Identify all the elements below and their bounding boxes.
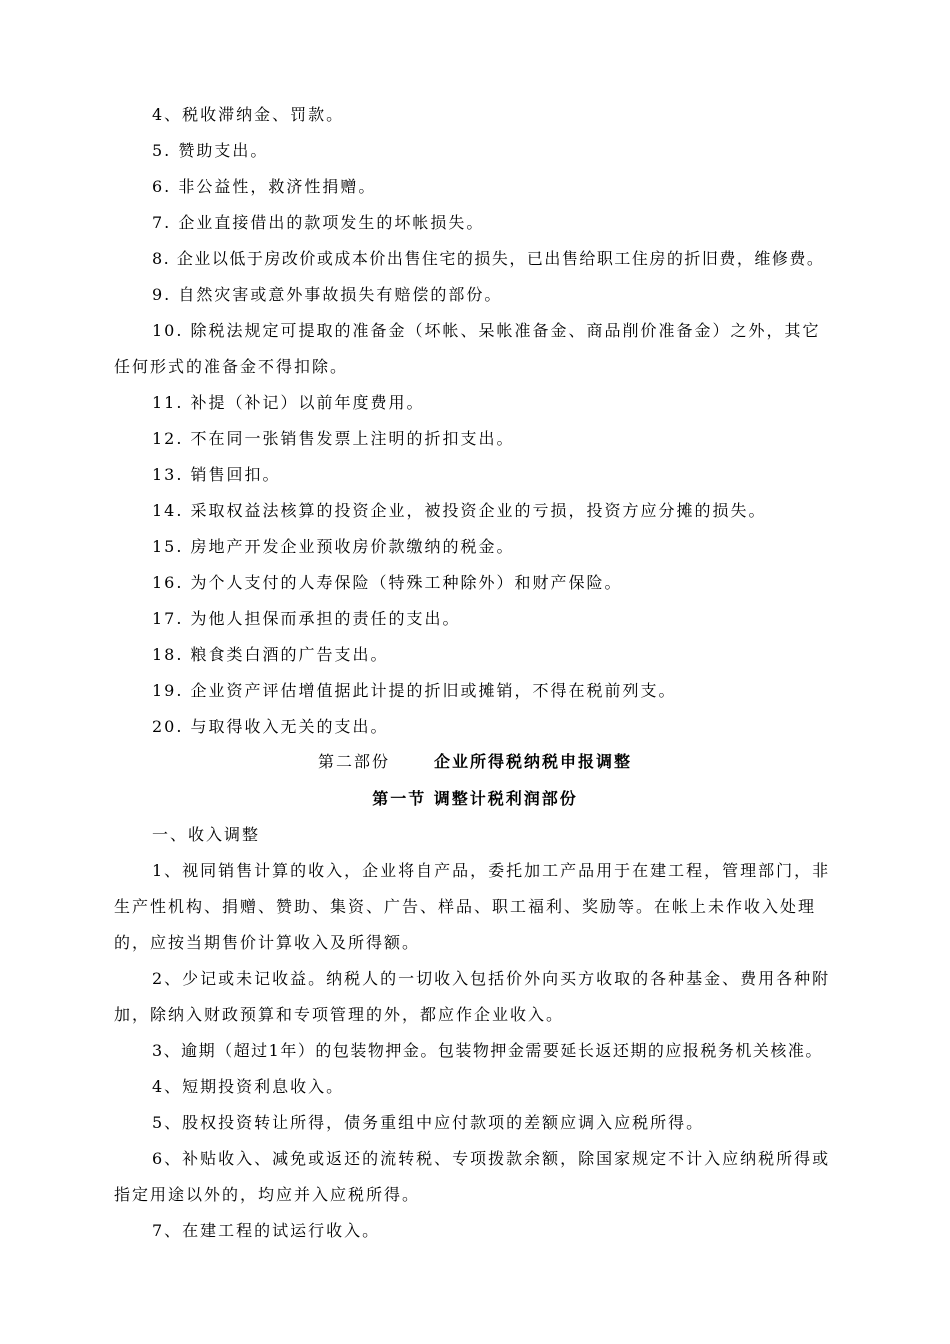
list-item: 15. 房地产开发企业预收房价款缴纳的税金。 xyxy=(152,537,515,556)
income-item: 2、少记或未记收益。纳税人的一切收入包括价外向买方收取的各种基金、费用各种附 xyxy=(152,969,831,988)
income-item-continuation: 生产性机构、捐赠、赞助、集资、广告、样品、职工福利、奖励等。在帐上未作收入处理 xyxy=(114,897,817,916)
list-item: 18. 粮食类白酒的广告支出。 xyxy=(152,645,389,664)
list-item: 7. 企业直接借出的款项发生的坏帐损失。 xyxy=(152,213,485,232)
income-item-continuation: 指定用途以外的，均应并入应税所得。 xyxy=(114,1185,421,1204)
list-item: 14. 采取权益法核算的投资企业，被投资企业的亏损，投资方应分摊的损失。 xyxy=(152,501,767,520)
list-item: 20. 与取得收入无关的支出。 xyxy=(152,717,389,736)
list-item: 6. 非公益性，救济性捐赠。 xyxy=(152,177,377,196)
part-label: 第二部份 xyxy=(317,752,390,771)
list-item: 4、税收滞纳金、罚款。 xyxy=(152,105,345,124)
income-item-continuation: 的，应按当期售价计算收入及所得额。 xyxy=(114,933,421,952)
list-item: 16. 为个人支付的人寿保险（特殊工种除外）和财产保险。 xyxy=(152,573,623,592)
list-item: 11. 补提（补记）以前年度费用。 xyxy=(152,393,425,412)
part-heading xyxy=(0,751,950,773)
section-title: 第一节 调整计税利润部份 xyxy=(372,789,578,808)
income-item: 1、视同销售计算的收入，企业将自产品，委托加工产品用于在建工程，管理部门，非 xyxy=(152,861,831,880)
income-item: 7、在建工程的试运行收入。 xyxy=(152,1221,381,1240)
list-item: 13. 销售回扣。 xyxy=(152,465,281,484)
income-item: 4、短期投资利息收入。 xyxy=(152,1077,345,1096)
list-item: 12. 不在同一张销售发票上注明的折扣支出。 xyxy=(152,429,515,448)
income-heading: 一、收入调整 xyxy=(152,825,261,844)
income-item-continuation: 加，除纳入财政预算和专项管理的外，都应作企业收入。 xyxy=(114,1005,565,1024)
part-title: 企业所得税纳税申报调整 xyxy=(434,752,633,771)
list-item-continuation: 任何形式的准备金不得扣除。 xyxy=(114,357,349,376)
list-item: 17. 为他人担保而承担的责任的支出。 xyxy=(152,609,461,628)
income-item: 3、逾期（超过1年）的包装物押金。包装物押金需要延长返还期的应报税务机关核准。 xyxy=(152,1041,823,1060)
list-item: 10. 除税法规定可提取的准备金（坏帐、呆帐准备金、商品削价准备金）之外，其它 xyxy=(152,321,821,340)
list-item: 9. 自然灾害或意外事故损失有赔偿的部份。 xyxy=(152,285,503,304)
list-item: 8. 企业以低于房改价或成本价出售住宅的损失，已出售给职工住房的折旧费，维修费。 xyxy=(152,249,825,268)
income-item: 5、股权投资转让所得，债务重组中应付款项的差额应调入应税所得。 xyxy=(152,1113,705,1132)
income-item: 6、补贴收入、减免或返还的流转税、专项拨款余额，除国家规定不计入应纳税所得或 xyxy=(152,1149,831,1168)
list-item: 19. 企业资产评估增值据此计提的折旧或摊销，不得在税前列支。 xyxy=(152,681,677,700)
list-item: 5. 赞助支出。 xyxy=(152,141,269,160)
